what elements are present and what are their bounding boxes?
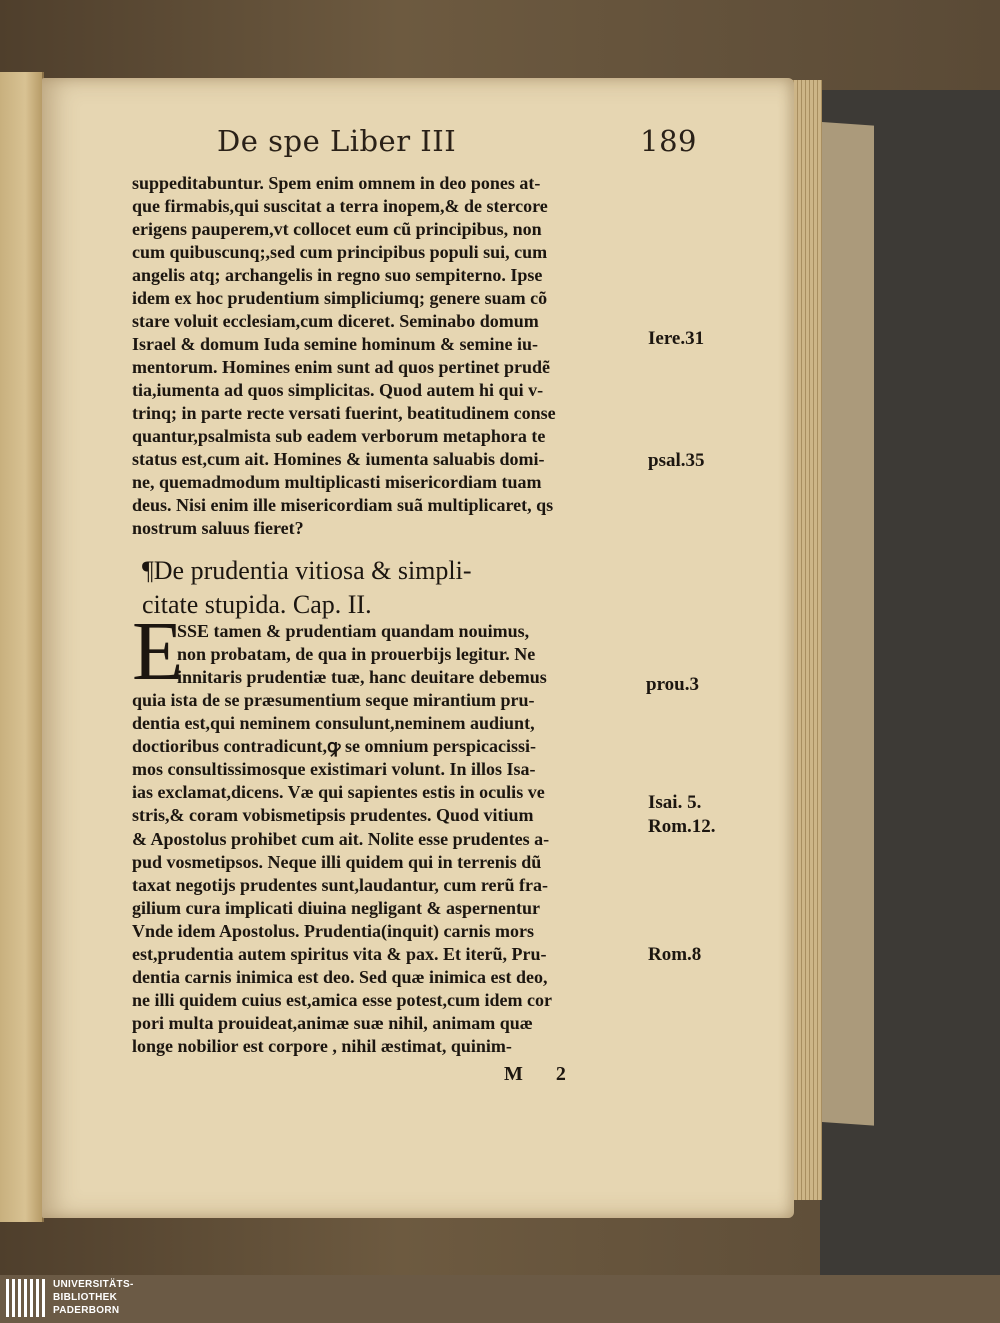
text-line: cum quibuscunq;,sed cum principibus populi sui, cum (132, 242, 548, 262)
text-line: & Apostolus prohibet cum ait. Nolite esse prudentes a- (132, 828, 550, 849)
drop-cap: E (132, 605, 184, 698)
text-line: dentia est,qui neminem consulunt,neminem audiunt, (132, 713, 535, 734)
text-line: ne illi quidem cuius est,amica esse potest,cum idem cor (132, 990, 552, 1011)
logo-line: BIBLIOTHEK (53, 1292, 118, 1303)
text-line: nostrum saluus fieret? (132, 518, 304, 538)
text-line: est,prudentia autem spiritus vita & pax. Et iterũ, Pru- (132, 944, 547, 965)
text-line: status est,cum ait. Homines & iumenta saluabis domi- (132, 449, 545, 469)
text-line: ias exclamat,dicens. Væ qui sapientes estis in oculis ve (132, 782, 545, 803)
marginal-note: Rom.12. (648, 816, 716, 837)
running-head-title: De spe Liber III (217, 124, 457, 158)
page-stack-edges (790, 80, 822, 1200)
library-logo-icon (6, 1279, 46, 1317)
text-line: idem ex hoc prudentium simpliciumq; genere suam cõ (132, 288, 548, 308)
text-line: stris,& coram vobismetipsis prudentes. Quod vitium (132, 805, 534, 826)
chapter-heading-line: ¶De prudentia vitiosa & simpli- (142, 556, 472, 585)
text-line: quia ista de se præsumentium seque mirantium pru- (132, 690, 535, 710)
text-line: erigens pauperem,vt collocet eum cũ principibus, non (132, 219, 542, 239)
text-line: SSE tamen & prudentiam quandam nouimus, (177, 621, 530, 641)
paragraph-2 (132, 689, 652, 1059)
marginal-note: Isai. 5. (648, 792, 702, 813)
marginal-note: psal.35 (648, 450, 705, 471)
text-line: stare voluit ecclesiam,cum diceret. Seminabo domum (132, 311, 539, 331)
text-line: angelis atq; archangelis in regno suo sempiterno. Ipse (132, 265, 543, 285)
text-line: ne, quemadmodum multiplicasti misericordiam tuam (132, 472, 542, 492)
library-logo-text (53, 1278, 134, 1317)
text-line: dentia carnis inimica est deo. Sed quæ inimica est deo, (132, 967, 548, 988)
text-line: longe nobilior est corpore , nihil æstimat, quinim- (132, 1036, 512, 1057)
chapter-heading (142, 554, 662, 622)
paragraph-2-indented (177, 620, 655, 689)
text-line: Vnde idem Apostolus. Prudentia(inquit) carnis mors (132, 920, 535, 941)
marginal-note: prou.3 (646, 674, 699, 695)
flyleaf (822, 122, 874, 1126)
text-line: taxat negotijs prudentes sunt,laudantur, cum rerũ fra- (132, 874, 549, 895)
text-line: trinq; in parte recte versati fuerint, beatitudinem conse (132, 403, 556, 423)
text-line: pud vosmetipsos. Neque illi quidem qui in terrenis dũ (132, 851, 542, 872)
text-line: deus. Nisi enim ille misericordiam suã multiplicaret, qs (132, 495, 554, 515)
text-line: quantur,psalmista sub eadem verborum metaphora te (132, 426, 546, 446)
folio-number: 189 (640, 124, 697, 158)
text-line: gilium cura implicati diuina negligant & aspernentur (132, 897, 541, 918)
text-line: Israel & domum Iuda semine hominum & semine iu- (132, 334, 539, 354)
paragraph-1 (132, 172, 652, 540)
marginal-note: Rom.8 (648, 944, 702, 965)
text-line: mentorum. Homines enim sunt ad quos pertinet prudẽ (132, 357, 551, 377)
logo-line: UNIVERSITÄTS- (53, 1279, 134, 1290)
previous-page-edge (0, 72, 44, 1222)
signature-mark: M 2 (504, 1063, 580, 1085)
text-line: doctioribus contradicunt,ꝙ se omnium perspicacissi- (132, 736, 537, 757)
text-line: tia,iumenta ad quos simplicitas. Quod autem hi qui v- (132, 380, 544, 400)
logo-line: PADERBORN (53, 1305, 120, 1316)
text-line: innitaris prudentiæ tuæ, hanc deuitare debemus (177, 667, 547, 687)
text-line: mos consultissimosque existimari volunt. In illos Isa- (132, 759, 536, 780)
text-line: suppeditabuntur. Spem enim omnem in deo pones at- (132, 173, 541, 193)
text-line: pori multa prouideat,animæ suæ nihil, animam quæ (132, 1013, 533, 1034)
marginal-note: Iere.31 (648, 328, 705, 349)
text-line: non probatam, de qua in prouerbijs legitur. Ne (177, 644, 536, 664)
text-line: que firmabis,qui suscitat a terra inopem,& de stercore (132, 196, 548, 216)
footer-bar (0, 1275, 1000, 1323)
chapter-heading-line: citate stupida. Cap. II. (142, 590, 372, 619)
book-page (42, 78, 794, 1218)
